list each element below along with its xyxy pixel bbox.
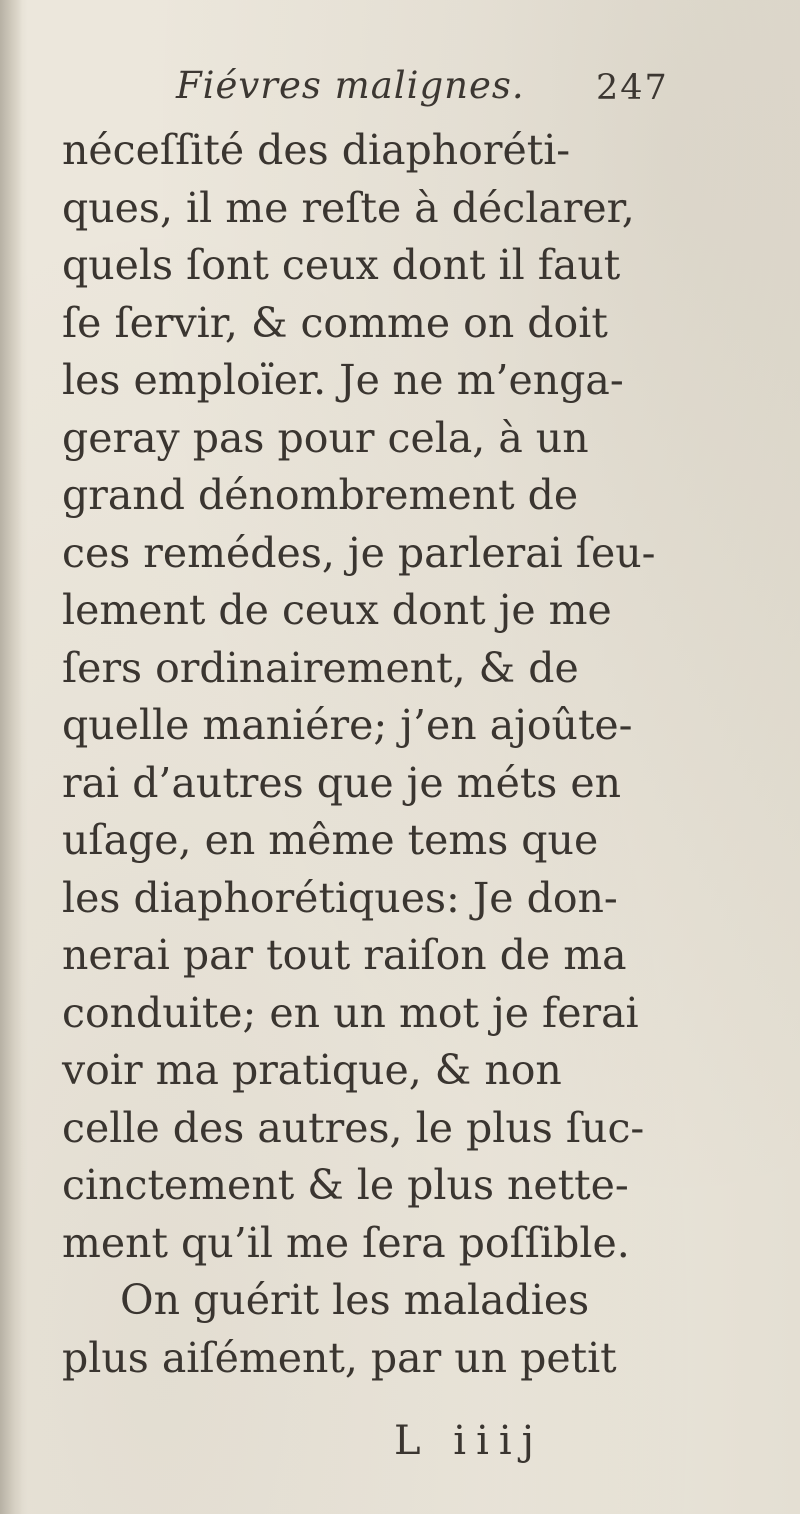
- text-line: cinctement & le plus nette-: [62, 1161, 629, 1209]
- page-number: 247: [596, 68, 669, 108]
- text-line: ces remédes, je parlerai ſeu-: [62, 528, 656, 577]
- running-title: Fiévres malignes.: [176, 64, 525, 107]
- text-line: quels ſont ceux dont il faut: [62, 241, 621, 289]
- text-line: geray pas pour cela, à un: [62, 413, 589, 462]
- text-line: conduite; en un mot je ferai: [62, 988, 639, 1037]
- text-line: uſage, en même tems que: [62, 816, 599, 864]
- text-line: les emploïer. Je ne m’enga-: [62, 356, 624, 404]
- text-line: ment qu’il me ſera poſſible.: [62, 1218, 630, 1267]
- text-line: celle des autres, le plus ſuc-: [62, 1103, 645, 1152]
- text-line: grand dénombrement de: [62, 471, 579, 519]
- text-line: plus aiſément, par un petit: [62, 1333, 617, 1382]
- text-line: rai d’autres que je méts en: [62, 758, 622, 807]
- page-gutter-shadow: [0, 0, 22, 1514]
- text-line: On guérit les maladies: [120, 1276, 590, 1324]
- text-line: ſers ordinairement, & de: [62, 643, 579, 692]
- text-line: néceſſité des diaphoréti-: [62, 126, 571, 174]
- text-line: ques, il me reſte à déclarer,: [62, 183, 635, 232]
- text-line: les diaphorétiques: Je don-: [62, 873, 618, 922]
- text-line: ſe ſervir, & comme on doit: [62, 298, 608, 347]
- text-line: nerai par tout raiſon de ma: [62, 931, 627, 979]
- signature-mark: L iiij: [394, 1418, 545, 1464]
- text-line: lement de ceux dont je me: [62, 586, 612, 634]
- page-header: [176, 60, 716, 130]
- body-text: [62, 122, 702, 1387]
- text-line: voir ma pratique, & non: [62, 1046, 562, 1094]
- text-line: quelle maniére; j’en ajoûte-: [62, 701, 633, 749]
